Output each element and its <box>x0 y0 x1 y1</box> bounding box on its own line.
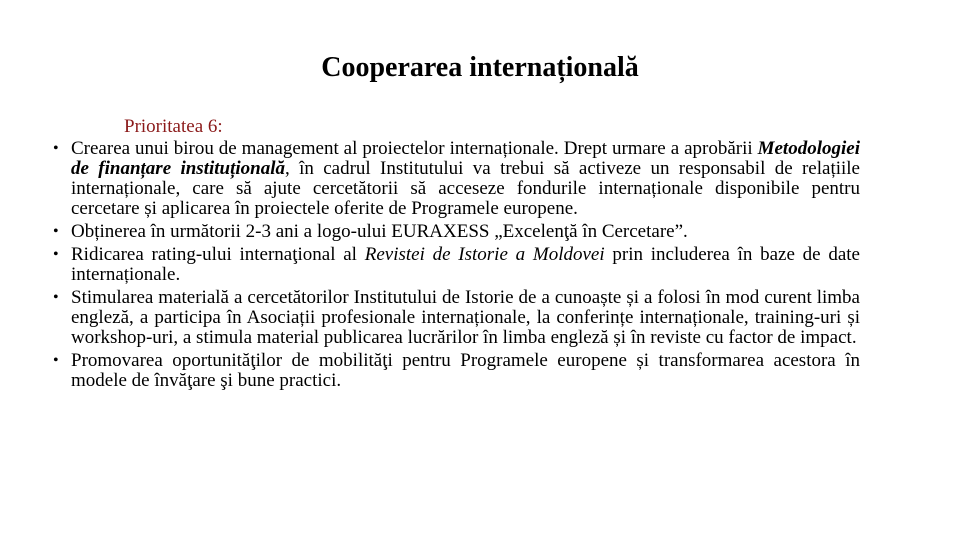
bullet-text: Obținerea în următorii 2-3 ani a logo-ului EURAXESS „Excelenţă în Cercetare”. <box>71 221 688 242</box>
bullet-emphasis: Revistei de Istorie a Moldovei <box>364 244 605 265</box>
bullet-text-continued: prin includerea în baze de date internaționale. <box>71 244 860 285</box>
bullet-item-euraxess <box>48 222 860 242</box>
bullet-emphasis: Metodologiei de finanțare instituțională <box>71 138 860 179</box>
bullet-text: Ridicarea rating-ului internaţional al <box>71 244 365 265</box>
priority-label: Prioritatea 6: <box>124 116 223 137</box>
bullet-item-stimulare-materiala <box>48 288 860 348</box>
bullet-item-birou-management <box>48 139 860 219</box>
bullet-icon: • <box>53 352 59 369</box>
bullet-icon: • <box>53 140 59 157</box>
bullet-text: Stimularea materială a cercetătorilor Institutului de Istorie de a cunoaște și a folosi în mod curent limba engleză, a participa în Asociații profesionale internaționale, la conferințe internaționale, training-uri și workshop-uri, a stimula material publicarea lucrărilor în limba engleză și în reviste cu factor de impact. <box>71 287 860 348</box>
bullet-text: Promovarea oportunităţilor de mobilităţi pentru Programele europene și transformarea acestora în modele de învăţare şi bune practici. <box>71 350 860 391</box>
bullet-icon: • <box>53 223 59 240</box>
bullet-item-rating-revista <box>48 245 860 285</box>
slide-content <box>48 112 860 394</box>
bullet-text-continued: , în cadrul Institutului va trebui să activeze un responsabil de relațiile internaționale, care să ajute cercetătorii să acceseze fondurile internaționale disponibile pentru cercetare și aplicarea în proiectele oferite de Programele europene. <box>71 158 860 219</box>
slide-title: Cooperarea internațională <box>321 52 639 83</box>
bullet-icon: • <box>53 246 59 263</box>
bullet-icon: • <box>53 289 59 306</box>
bullet-item-mobilitati <box>48 351 860 391</box>
bullet-list <box>48 139 860 391</box>
bullet-text: Crearea unui birou de management al proiectelor internaționale. Drept urmare a aprobării <box>71 138 758 159</box>
